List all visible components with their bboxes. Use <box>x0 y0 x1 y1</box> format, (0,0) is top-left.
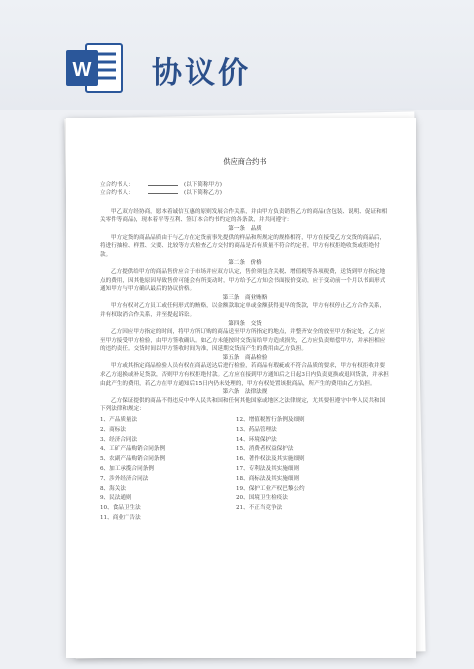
law-item: 12、增值税暂行条例及细则 <box>236 417 305 424</box>
document-title: 供应商合约书 <box>223 157 267 166</box>
section-5-text: 甲方或其指定商品检验人员有权在商品送达后进行检验，若商品有瑕疵或不符合品质的要求，甲方有权拒收并要求乙方退换或补足货款，否则甲方有权拒绝付款。乙方应在接到甲方通知后之日起3日内负责更换或退回货款，并承担由此产生的费用，若乙方在甲方通知后15日内仍未处理的，甲方有权处置该批商品，所产生的费用由乙方负担。 <box>100 363 389 387</box>
party-a-label: 立合约书人： <box>100 181 134 188</box>
party-b-label: 立合约书人： <box>100 190 134 197</box>
law-item: 16、著作权法及其实施细则 <box>236 456 305 463</box>
section-4-text: 乙方因应甲方指定的时间，将甲方所订购的商品送至甲方所指定的地点，并整齐安全的放至甲方指定处，乙方应至甲方接受甲方检验，由甲方签收确认。如乙方未能按时交货而给甲方造成损失，乙方应负责赔偿甲方，并承担相应的违约责任。交货时间以甲方签收时间为准，因延期交货而产生的费用由乙方负担。 <box>100 329 386 353</box>
law-item: 1、产品质量法 <box>100 417 138 424</box>
section-6-text: 乙方保证提供的商品不得违反中华人民共和国和任何其他国家或地区之法律规定，尤其要但遵守中华人民共和国下列法律和规定： <box>100 397 386 413</box>
word-app-icon <box>64 40 124 96</box>
party-a-blank <box>148 185 178 186</box>
section-3-text: 甲方有权对乙方员工或任何形式的贿赂，以金额款取定单或金额获得更早的货款，甲方有权停止乙方合作关系，并有权取消合作关系，并至提起诉讼。 <box>100 303 386 318</box>
party-a-note: (以下简称甲方) <box>184 181 222 188</box>
law-item: 2、商标法 <box>100 426 126 433</box>
section-6-title: 第六条 法律法规 <box>222 389 268 396</box>
law-item: 6、加工承揽合同条例 <box>100 466 154 473</box>
party-b-blank <box>148 193 178 194</box>
document-page <box>66 118 416 658</box>
party-b-note: (以下简称乙方) <box>184 190 222 197</box>
banner-title: 协议价 <box>152 56 251 91</box>
law-item: 4、工矿产品购销合同条例 <box>100 446 166 453</box>
law-item: 11、商业广告法 <box>100 515 141 521</box>
document-content <box>100 158 390 524</box>
section-2-title: 第二条 价格 <box>228 260 262 267</box>
law-item <box>236 514 386 524</box>
intro-paragraph: 甲乙双方经协商，愿本着诚信互惠的原则发展合作关系，并由甲方负责销售乙方的商品(含包装、说明、促证和相关零件等商品)，现本着平等互利、签订本合约书约定的各条款，并共同遵守： <box>100 208 388 224</box>
section-2-text: 乙方提供给甲方的商品售价应合于市场并应双方认定，售价须包含关税、增值税等各项税费，送货到甲方指定地点的费用，因其他原因导致售价可能会有所变动时，甲方给予乙方知会书面报价变动，应于变动前一个月以书面形式通知甲方与甲方确认最后的协议价格。 <box>100 268 386 293</box>
banner <box>0 0 474 110</box>
law-item: 9、民法通则 <box>100 495 132 502</box>
law-item: 7、涉外经济合同法 <box>100 475 149 482</box>
law-item: 15、消费者权益保护法 <box>236 446 294 453</box>
law-list <box>100 416 390 524</box>
section-1-text: 甲方定货的商品品质由于与乙方在定货前事先提供的样品和所规定的规格相符，甲方在接受乙方交货的商品后，将进行抽检、样置、父要、比较等方式检查乙方交付的商品是否有质量不符合约定者，甲方有权拒绝收货或拒绝付款。 <box>100 234 386 258</box>
law-item: 10、食品卫生法 <box>100 505 141 512</box>
law-item: 8、海关法 <box>100 485 126 492</box>
svg-text:W: W <box>72 59 92 81</box>
law-item: 21、不正当竞争法 <box>236 505 283 512</box>
law-item: 20、国境卫生检疫法 <box>236 495 288 502</box>
section-5-title: 第五条 商品检验 <box>222 354 268 361</box>
law-item: 17、专利法及其实施细则 <box>236 466 300 473</box>
law-item: 13、药品管理法 <box>236 426 277 433</box>
law-item: 3、经济合同法 <box>100 436 138 443</box>
law-item: 18、商标法及其实施细则 <box>236 475 300 482</box>
party-a-line <box>100 181 390 190</box>
section-3-title: 第三条 商业贿赂 <box>222 294 268 301</box>
party-b-line <box>100 189 390 198</box>
law-item: 5、农副产品购销合同条例 <box>100 456 166 463</box>
law-item: 19、保护工业产权巴黎公约 <box>236 485 305 492</box>
section-4-title: 第四条 交货 <box>228 320 262 327</box>
section-1-title: 第一条 品质 <box>228 225 262 232</box>
law-item: 14、环境保护法 <box>236 436 277 443</box>
